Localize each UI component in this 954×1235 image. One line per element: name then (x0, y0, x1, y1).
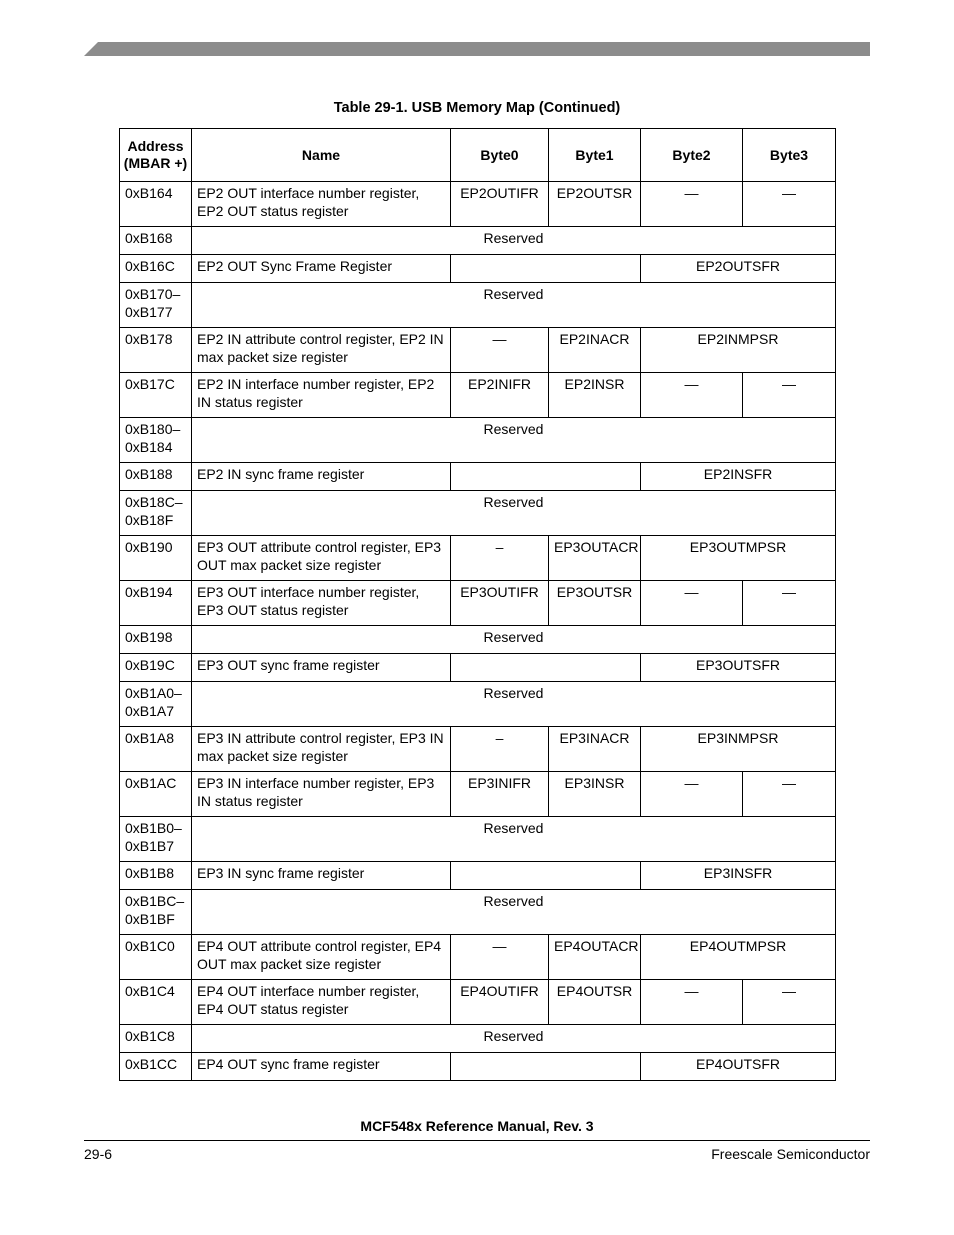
name-cell: EP3 IN sync frame register (192, 862, 451, 890)
address-cell: 0xB1C8 (120, 1025, 192, 1053)
name-cell: EP4 OUT sync frame register (192, 1053, 451, 1081)
byte1-cell: EP3OUTACR (549, 536, 641, 581)
address-cell: 0xB164 (120, 182, 192, 227)
reserved-cell: Reserved (192, 890, 836, 935)
reserved-cell: Reserved (192, 418, 836, 463)
byte3-cell: — (743, 772, 836, 817)
name-cell: EP4 OUT interface number register, EP4 OUT status register (192, 980, 451, 1025)
address-cell: 0xB17C (120, 373, 192, 418)
name-cell: EP2 IN sync frame register (192, 463, 451, 491)
table-body (120, 182, 836, 1081)
byte3-cell: — (743, 980, 836, 1025)
byte3-cell: — (743, 581, 836, 626)
name-cell: EP3 OUT sync frame register (192, 654, 451, 682)
name-cell: EP3 OUT interface number register, EP3 OUT status register (192, 581, 451, 626)
table-row (120, 817, 836, 862)
reserved-cell: Reserved (192, 283, 836, 328)
header-address: Address (MBAR +) (120, 129, 192, 182)
address-cell: 0xB16C (120, 255, 192, 283)
usb-memory-map-table (119, 128, 836, 1081)
address-cell: 0xB180– 0xB184 (120, 418, 192, 463)
company-name: Freescale Semiconductor (711, 1146, 870, 1162)
byte1-cell: EP3OUTSR (549, 581, 641, 626)
table-row (120, 772, 836, 817)
address-cell: 0xB194 (120, 581, 192, 626)
name-cell: EP3 IN attribute control register, EP3 IN max packet size register (192, 727, 451, 772)
byte1-cell: EP3INACR (549, 727, 641, 772)
byte0-1-cell (451, 862, 641, 890)
byte1-cell: EP4OUTACR (549, 935, 641, 980)
byte3-cell: — (743, 182, 836, 227)
address-cell: 0xB19C (120, 654, 192, 682)
byte0-cell: — (451, 935, 549, 980)
byte2-cell: — (641, 182, 743, 227)
byte0-cell: EP4OUTIFR (451, 980, 549, 1025)
name-cell: EP3 IN interface number register, EP3 IN status register (192, 772, 451, 817)
table-row (120, 727, 836, 772)
byte1-cell: EP2OUTSR (549, 182, 641, 227)
byte2-cell: — (641, 772, 743, 817)
address-cell: 0xB1B8 (120, 862, 192, 890)
byte2-3-cell: EP3INSFR (641, 862, 836, 890)
byte0-1-cell (451, 1053, 641, 1081)
table-row (120, 1053, 836, 1081)
table-row (120, 1025, 836, 1053)
byte2-3-cell: EP3OUTMPSR (641, 536, 836, 581)
byte0-cell: EP3OUTIFR (451, 581, 549, 626)
table-row (120, 182, 836, 227)
byte2-3-cell: EP2OUTSFR (641, 255, 836, 283)
name-cell: EP2 OUT Sync Frame Register (192, 255, 451, 283)
address-cell: 0xB1B0– 0xB1B7 (120, 817, 192, 862)
address-cell: 0xB190 (120, 536, 192, 581)
header-byte0: Byte0 (451, 129, 549, 182)
address-cell: 0xB198 (120, 626, 192, 654)
header-bar (84, 42, 870, 56)
byte2-3-cell: EP4OUTSFR (641, 1053, 836, 1081)
table-row (120, 255, 836, 283)
byte2-cell: — (641, 373, 743, 418)
byte3-cell: — (743, 373, 836, 418)
address-cell: 0xB1C4 (120, 980, 192, 1025)
byte0-cell: — (451, 328, 549, 373)
header-byte2: Byte2 (641, 129, 743, 182)
byte0-cell: EP3INIFR (451, 772, 549, 817)
table-row (120, 581, 836, 626)
address-cell: 0xB168 (120, 227, 192, 255)
header-row (120, 129, 836, 182)
byte0-1-cell (451, 255, 641, 283)
address-cell: 0xB1A0– 0xB1A7 (120, 682, 192, 727)
byte2-3-cell: EP3INMPSR (641, 727, 836, 772)
byte0-1-cell (451, 654, 641, 682)
table-row (120, 536, 836, 581)
table-row (120, 373, 836, 418)
byte0-cell: EP2OUTIFR (451, 182, 549, 227)
table-row (120, 654, 836, 682)
byte0-cell: – (451, 727, 549, 772)
table-row (120, 682, 836, 727)
byte2-cell: — (641, 581, 743, 626)
table-row (120, 935, 836, 980)
header-name: Name (192, 129, 451, 182)
byte1-cell: EP2INACR (549, 328, 641, 373)
name-cell: EP2 IN attribute control register, EP2 IN max packet size register (192, 328, 451, 373)
byte0-1-cell (451, 463, 641, 491)
address-cell: 0xB1A8 (120, 727, 192, 772)
byte1-cell: EP4OUTSR (549, 980, 641, 1025)
table-row (120, 890, 836, 935)
reserved-cell: Reserved (192, 491, 836, 536)
byte2-3-cell: EP2INSFR (641, 463, 836, 491)
page-number: 29-6 (84, 1146, 113, 1162)
byte0-cell: EP2INIFR (451, 373, 549, 418)
reserved-cell: Reserved (192, 626, 836, 654)
address-cell: 0xB1BC– 0xB1BF (120, 890, 192, 935)
table-title: Table 29-1. USB Memory Map (Continued) (333, 100, 621, 116)
table-row (120, 328, 836, 373)
table-row (120, 283, 836, 328)
reserved-cell: Reserved (192, 227, 836, 255)
reserved-cell: Reserved (192, 817, 836, 862)
byte1-cell: EP2INSR (549, 373, 641, 418)
table-row (120, 463, 836, 491)
table-row (120, 980, 836, 1025)
name-cell: EP4 OUT attribute control register, EP4 OUT max packet size register (192, 935, 451, 980)
address-cell: 0xB188 (120, 463, 192, 491)
address-cell: 0xB178 (120, 328, 192, 373)
address-cell: 0xB170– 0xB177 (120, 283, 192, 328)
address-cell: 0xB1C0 (120, 935, 192, 980)
header-byte3: Byte3 (743, 129, 836, 182)
reserved-cell: Reserved (192, 1025, 836, 1053)
byte2-3-cell: EP2INMPSR (641, 328, 836, 373)
byte0-cell: – (451, 536, 549, 581)
table-row (120, 626, 836, 654)
byte1-cell: EP3INSR (549, 772, 641, 817)
table-row (120, 862, 836, 890)
name-cell: EP2 OUT interface number register, EP2 OUT status register (192, 182, 451, 227)
address-cell: 0xB18C– 0xB18F (120, 491, 192, 536)
header-byte1: Byte1 (549, 129, 641, 182)
table-row (120, 491, 836, 536)
table-row (120, 418, 836, 463)
byte2-3-cell: EP4OUTMPSR (641, 935, 836, 980)
address-cell: 0xB1AC (120, 772, 192, 817)
footer-divider (84, 1140, 870, 1141)
manual-title: MCF548x Reference Manual, Rev. 3 (360, 1118, 594, 1134)
byte2-cell: — (641, 980, 743, 1025)
name-cell: EP3 OUT attribute control register, EP3 OUT max packet size register (192, 536, 451, 581)
address-cell: 0xB1CC (120, 1053, 192, 1081)
reserved-cell: Reserved (192, 682, 836, 727)
name-cell: EP2 IN interface number register, EP2 IN status register (192, 373, 451, 418)
byte2-3-cell: EP3OUTSFR (641, 654, 836, 682)
table-row (120, 227, 836, 255)
